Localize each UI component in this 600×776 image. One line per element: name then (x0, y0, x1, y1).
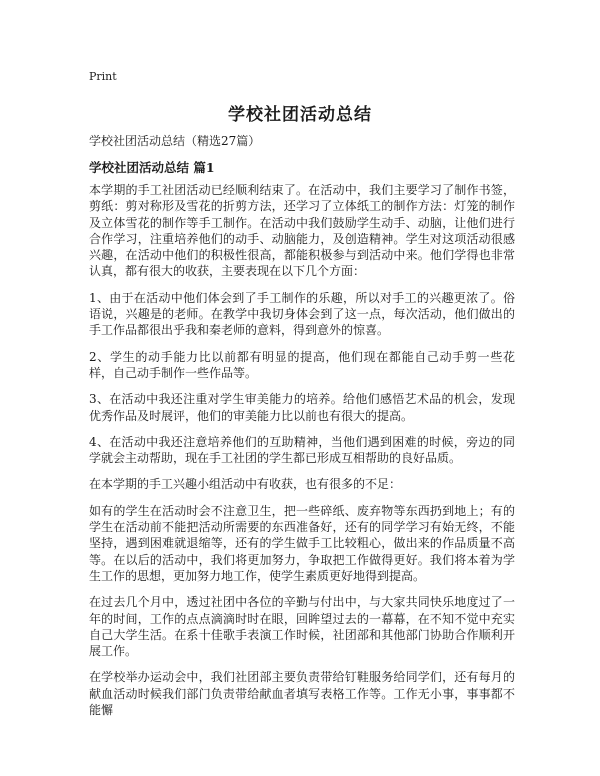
document-body (89, 182, 515, 728)
paragraph: 1、由于在活动中他们体会到了手工制作的乐趣，所以对手工的兴趣更浓了。俗语说，兴趣是的老师。在教学中我切身体会到了这一点，每次活动，他们做出的手工作品都很出乎我和秦老师的意料，得到意外的惊喜。 (89, 290, 515, 338)
paragraph: 在本学期的手工兴趣小组活动中有收获，也有很多的不足： (89, 477, 402, 492)
document-subtitle: 学校社团活动总结（精选27篇） (89, 134, 261, 148)
paragraph: 3、在活动中我还注重对学生审美能力的培养。给他们感悟艺术品的机会，发现优秀作品及时展评，他们的审美能力比以前也有很大的提高。 (89, 392, 515, 423)
paragraph: 如有的学生在活动时会不注意卫生，把一些碎纸、废弃物等东西扔到地上；有的学生在活动前不能把活动所需要的东西准备好，还有的同学学习有始无终，不能坚持，遇到困难就退缩等，还有的学生做手工比较粗心，做出来的作品质量不高等。在以后的活动中，我们将更加努力，争取把工作做得更好。我们将本着为学生工作的思想，更加努力地工作，使学生素质更好地得到提高。 (89, 503, 515, 583)
paragraph: 在过去几个月中，透过社团中各位的辛勤与付出中，与大家共同快乐地度过了一年的时间，工作的点点滴滴时时在眼，回眸望过去的一幕幕，在不知不觉中充实自己大学生活。在系十佳歌手表演工作时候，社团部和其他部门协助合作顺利开展工作。 (89, 595, 515, 659)
paragraph: 2、学生的动手能力比以前都有明显的提高，他们现在都能自己动手剪一些花样，自己动手制作一些作品等。 (89, 349, 515, 380)
document-title: 学校社团活动总结 (228, 105, 372, 125)
paragraph: 在学校举办运动会中，我们社团部主要负责带给钉鞋服务给同学们，还有每月的献血活动时候我们部门负责带给献血者填写表格工作等。工作无小事，事事都不能懈 (89, 670, 515, 718)
paragraph: 本学期的手工社团活动已经顺利结束了。在活动中，我们主要学习了制作书签，剪纸：剪对称形及雪花的折剪方法，还学习了立体纸工的制作方法：灯笼的制作及立体雪花的制作等手工制作。在活动中我们鼓励学生动手、动脑，让他们进行合作学习，注重培养他们的动手、动脑能力，及创造精神。学生对这项活动很感兴趣，在活动中他们的积极性很高，都能积极参与到活动中来。他们学得也非常认真，都有很大的收获，主要表现在以下几个方面： (89, 183, 515, 279)
paragraph: 4、在活动中我还注意培养他们的互助精神，当他们遇到困难的时候，旁边的同学就会主动帮助，现在手工社团的学生都已形成互相帮助的良好品质。 (89, 434, 515, 466)
section-heading: 学校社团活动总结 篇1 (89, 160, 215, 175)
print-label[interactable]: Print (89, 70, 117, 83)
